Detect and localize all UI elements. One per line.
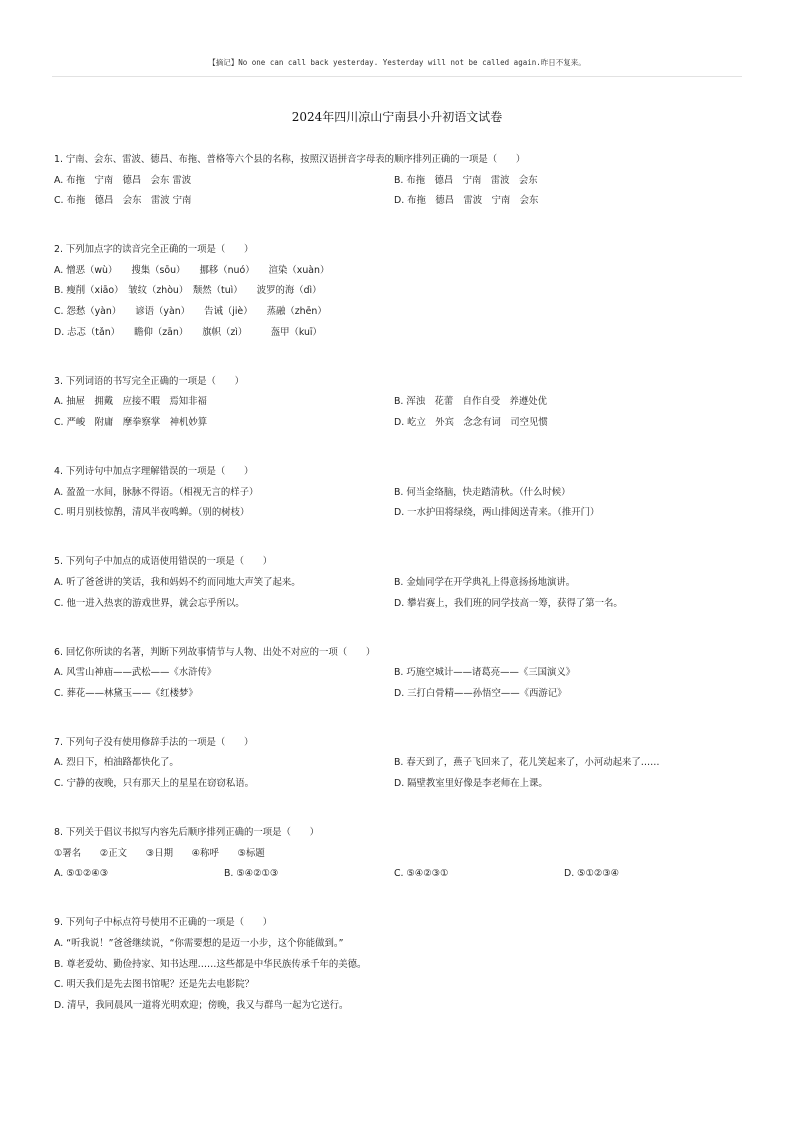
option-a[interactable]: A. 布拖 宁南 德昌 会东 雷波 bbox=[54, 174, 192, 186]
options bbox=[54, 392, 744, 433]
option-d[interactable]: D. 清早，我同晨风一道将光明欢迎；傍晚，我又与群鸟一起为它送行。 bbox=[54, 999, 349, 1011]
option-b[interactable]: B. 春天到了，燕子飞回来了，花儿笑起来了，小河动起来了…… bbox=[394, 757, 660, 769]
question-5 bbox=[54, 552, 744, 614]
option-c[interactable]: C. 宁静的夜晚，只有那天上的星星在窃窃私语。 bbox=[54, 778, 255, 790]
option-a[interactable]: A. 盈盈一水间，脉脉不得语。（相视无言的样子） bbox=[54, 486, 259, 498]
question-stem: 8. 下列关于倡议书拟写内容先后顺序排列正确的一项是（ ） bbox=[54, 827, 320, 839]
question-6 bbox=[54, 643, 744, 705]
question-1 bbox=[54, 150, 744, 212]
option-a[interactable]: A. ⑤①②④③ bbox=[54, 868, 109, 880]
question-stem: 7. 下列句子没有使用修辞手法的一项是（ ） bbox=[54, 736, 254, 748]
option-b[interactable]: B. 布拖 德昌 宁南 雷波 会东 bbox=[394, 174, 538, 186]
option-d[interactable]: D. 攀岩赛上，我们班的同学技高一筹，获得了第一名。 bbox=[394, 597, 623, 609]
option-c[interactable]: C. 布拖 德昌 会东 雷波 宁南 bbox=[54, 195, 192, 207]
question-stem: 2. 下列加点字的读音完全正确的一项是（ ） bbox=[54, 244, 254, 256]
question-8 bbox=[54, 823, 744, 885]
option-b[interactable]: B. 金灿同学在开学典礼上得意扬扬地演讲。 bbox=[394, 576, 576, 588]
option-b[interactable]: B. ⑤④②①③ bbox=[224, 868, 279, 880]
option-b[interactable]: B. 巧施空城计——诸葛亮——《三国演义》 bbox=[394, 667, 576, 679]
options bbox=[54, 261, 744, 343]
option-b[interactable]: B. 尊老爱幼、勤俭持家、知书达理……这些都是中华民族传承千年的美德。 bbox=[54, 958, 367, 970]
option-a[interactable]: A. 听了爸爸讲的笑话，我和妈妈不约而同地大声笑了起来。 bbox=[54, 576, 301, 588]
option-d[interactable]: D. 屹立 外宾 念念有词 司空见惯 bbox=[394, 416, 548, 428]
option-c[interactable]: C. ⑤④②③① bbox=[394, 868, 449, 880]
option-a[interactable]: A. 烈日下，柏油路都快化了。 bbox=[54, 757, 179, 769]
option-d[interactable]: D. 忐忑（tǎn） 瞻仰（zān） 旗帜（zì） 盔甲（kuī） bbox=[54, 326, 322, 338]
question-stem: 5. 下列句子中加点的成语使用错误的一项是（ ） bbox=[54, 556, 273, 568]
question-stem: 6. 回忆你所读的名著，判断下列故事情节与人物、出处不对应的一项（ ） bbox=[54, 646, 376, 658]
question-stem: 1. 宁南、会东、雷波、德昌、布拖、普格等六个县的名称，按照汉语拼音字母表的顺序排列正确的一项是（ ） bbox=[54, 154, 526, 165]
option-c[interactable]: C. 明月别枝惊鹊，清风半夜鸣蝉。（别的树枝） bbox=[54, 507, 250, 519]
exam-body bbox=[54, 150, 744, 1045]
option-c[interactable]: C. 葬花——林黛玉——《红楼梦》 bbox=[54, 687, 198, 699]
question-4 bbox=[54, 462, 744, 524]
option-a[interactable]: A. “听我说！”爸爸继续说，“你需要想的是迈一小步，这个你能做到。” bbox=[54, 938, 344, 950]
options bbox=[54, 663, 744, 704]
option-b[interactable]: B. 浑浊 花蕾 自作自受 养遵处优 bbox=[394, 396, 548, 408]
page-header-quote: 【摘记】No one can call back yesterday. Yesterday will not be called again.昨日不复来。 bbox=[208, 58, 586, 67]
header-divider bbox=[52, 76, 742, 77]
option-c[interactable]: C. 明天我们是先去图书馆呢？还是先去电影院？ bbox=[54, 979, 255, 991]
option-c[interactable]: C. 怨愁（yàn） 谚语（yàn） 告诫（jiè） 蒸融（zhēn） bbox=[54, 306, 327, 318]
options bbox=[54, 753, 744, 794]
option-a[interactable]: A. 抽屉 拥戴 应接不暇 焉知非福 bbox=[54, 396, 207, 408]
option-b[interactable]: B. 何当金络脑，快走踏清秋。（什么时候） bbox=[394, 486, 571, 498]
question-3 bbox=[54, 372, 744, 434]
option-b[interactable]: B. 瘦削（xiāo） 皱纹（zhòu） 颓然（tuì） 波罗的海（dì） bbox=[54, 285, 322, 297]
option-c[interactable]: C. 严峻 附庸 摩拳察掌 神机妙算 bbox=[54, 416, 208, 428]
question-stem: 4. 下列诗句中加点字理解错误的一项是（ ） bbox=[54, 466, 254, 478]
option-d[interactable]: D. 一水护田将绿绕，两山排闼送青来。（推开门） bbox=[394, 507, 600, 519]
options bbox=[54, 573, 744, 614]
options bbox=[54, 171, 744, 212]
options bbox=[54, 864, 744, 885]
option-d[interactable]: D. 布拖 德昌 雷波 宁南 会东 bbox=[394, 195, 539, 207]
option-c[interactable]: C. 他一进入热衷的游戏世界，就会忘乎所以。 bbox=[54, 597, 245, 609]
options bbox=[54, 934, 744, 1016]
option-a[interactable]: A. 风雪山神庙——武松——《水浒传》 bbox=[54, 667, 217, 679]
question-items: ①署名 ②正文 ③日期 ④称呼 ⑤标题 bbox=[54, 847, 265, 859]
option-d[interactable]: D. ⑤①②③④ bbox=[564, 868, 620, 880]
exam-title: 2024年四川凉山宁南县小升初语文试卷 bbox=[291, 110, 503, 124]
question-stem: 9. 下列句子中标点符号使用不正确的一项是（ ） bbox=[54, 917, 273, 929]
question-7 bbox=[54, 733, 744, 795]
option-d[interactable]: D. 隔壁教室里好像是李老师在上课。 bbox=[394, 778, 548, 790]
question-9 bbox=[54, 913, 744, 1016]
question-2 bbox=[54, 240, 744, 343]
option-d[interactable]: D. 三打白骨精——孙悟空——《西游记》 bbox=[394, 687, 567, 699]
options bbox=[54, 483, 744, 524]
option-a[interactable]: A. 憎恶（wù） 搜集（sōu） 挪移（nuó） 渲染（xuàn） bbox=[54, 264, 330, 276]
question-stem: 3. 下列词语的书写完全正确的一项是（ ） bbox=[54, 375, 245, 387]
